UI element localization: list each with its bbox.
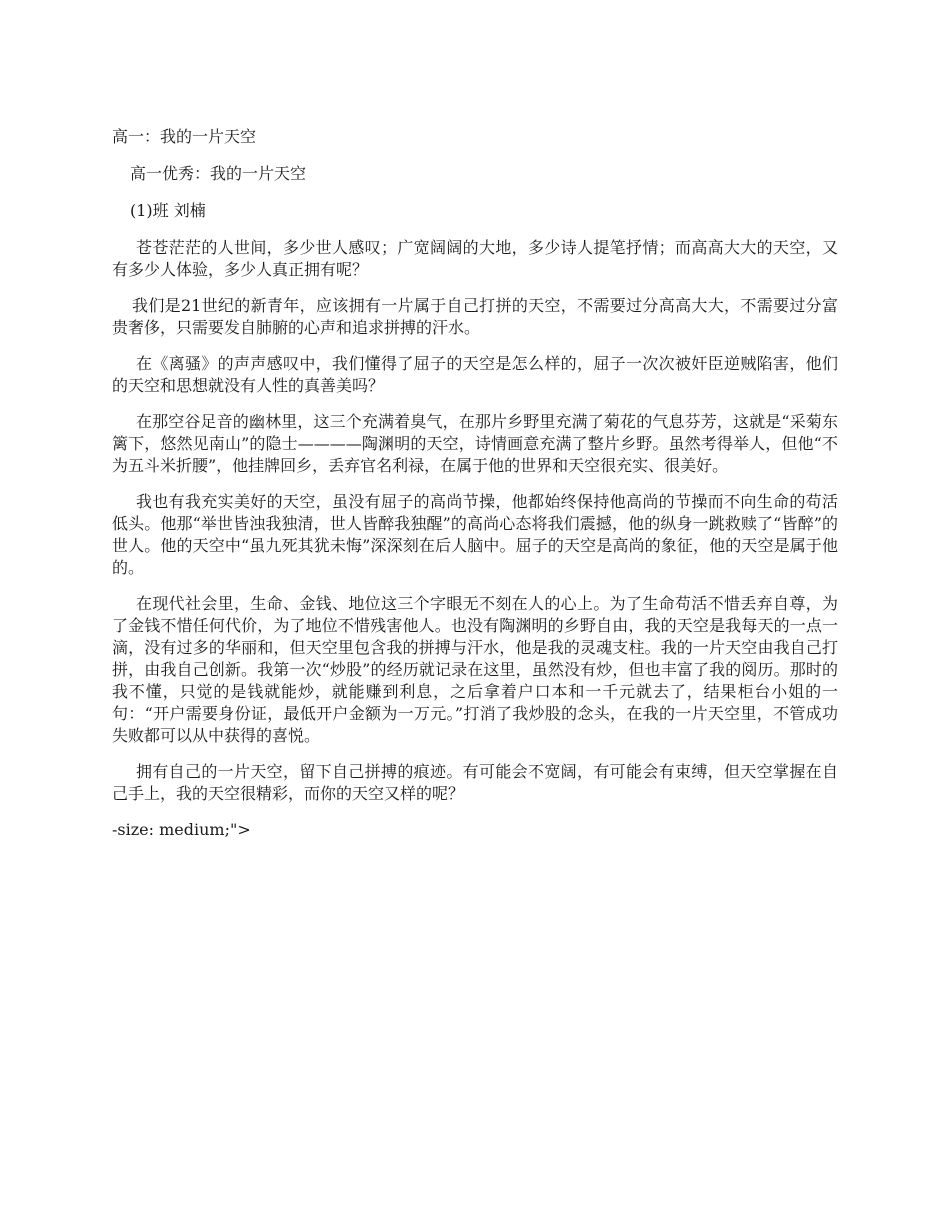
paragraph-5: 我也有我充实美好的天空，虽没有屈子的高尚节操，他都始终保持他高尚的节操而不向生命的苟活低头。他那“举世皆浊我独清，世人皆醉我独醒”的高尚心态将我们震撼，他的纵身一跳救赎了“皆醉”的世人。他的天空中“虽九死其犹未悔”深深刻在后人脑中。屈子的天空是高尚的象征，他的天空是属于他的。 xyxy=(112,492,838,577)
paragraph-3: 在《离骚》的声声感叹中，我们懂得了屈子的天空是怎么样的，屈子一次次被奸臣逆贼陷害，他们的天空和思想就没有人性的真善美吗？ xyxy=(112,354,838,395)
paragraph-2: 我们是21世纪的新青年，应该拥有一片属于自己打拼的天空，不需要过分高高大大，不需要过分富贵奢侈，只需要发自肺腑的心声和追求拼搏的汗水。 xyxy=(112,296,838,337)
document-subheading: 高一优秀：我的一片天空 xyxy=(130,164,307,183)
trailing-code-fragment: -size: medium;"> xyxy=(112,820,251,839)
document-heading: 高一：我的一片天空 xyxy=(112,127,257,146)
paragraph-1: 苍苍茫茫的人世间，多少世人感叹；广宽阔阔的大地，多少诗人提笔抒情；而高高大大的天空，又有多少人体验，多少人真正拥有呢？ xyxy=(112,238,838,279)
paragraph-4: 在那空谷足音的幽林里，这三个充满着臭气，在那片乡野里充满了菊花的气息芬芳，这就是“采菊东篱下，悠然见南山”的隐士————陶渊明的天空，诗情画意充满了整片乡野。虽然考得举人，但他“不为五斗米折腰”，他挂牌回乡，丢弃官名利禄，在属于他的世界和天空很充实、很美好。 xyxy=(112,412,838,475)
document-body xyxy=(112,126,838,841)
paragraph-7: 拥有自己的一片天空，留下自己拼搏的痕迹。有可能会不宽阔，有可能会有束缚，但天空掌握在自己手上，我的天空很精彩，而你的天空又样的呢？ xyxy=(112,762,838,803)
author-line: (1)班 刘楠 xyxy=(130,201,206,220)
paragraph-6: 在现代社会里，生命、金钱、地位这三个字眼无不刻在人的心上。为了生命苟活不惜丢弃自尊，为了金钱不惜任何代价，为了地位不惜残害他人。也没有陶渊明的乡野自由，我的天空是我每天的一点一滴，没有过多的华丽和，但天空里包含我的拼搏与汗水，他是我的灵魂支柱。我的一片天空由我自己打拼，由我自己创新。我第一次“炒股”的经历就记录在这里，虽然没有炒，但也丰富了我的阅历。那时的我不懂，只觉的是钱就能炒，就能赚到利息，之后拿着户口本和一千元就去了，结果柜台小姐的一句：“开户需要身份证，最低开户金额为一万元。”打消了我炒股的念头，在我的一片天空里，不管成功失败都可以从中获得的喜悦。 xyxy=(112,594,838,745)
